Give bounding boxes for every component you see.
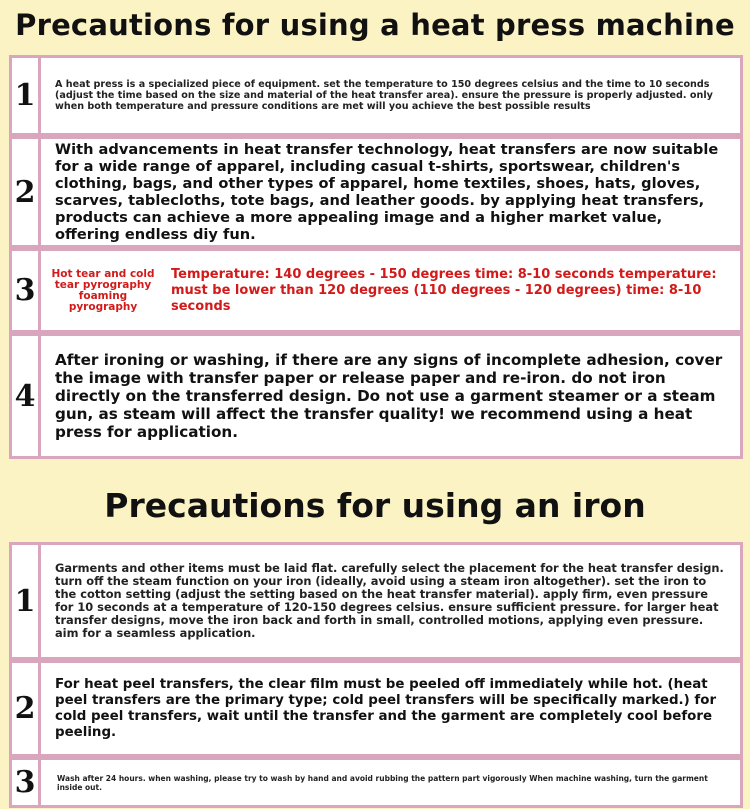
temperature-time-text: Temperature: 140 degrees - 150 degrees time: 8-10 seconds temperature: must be lower than 120 degrees (110 degrees - 120 degrees) time: 8-10 seconds [171,266,717,314]
pyrography-label: pyrography [68,300,138,313]
iron-title: Precautions for using an iron [104,486,646,525]
row-number: 3 [12,251,41,330]
row-number: 2 [12,139,41,245]
iron-row-3 [9,757,743,808]
row-text: Wash after 24 hours. when washing, please try to wash by hand and avoid rubbing the pattern part vigorously When machine washing, turn the garment inside out. [57,773,708,792]
row-text: Garments and other items must be laid flat. carefully select the placement for the heat transfer design. turn off the steam function on your iron (ideally, avoid using a steam iron altogether). set the iron to the cotton setting (adjust the setting based on the heat transfer material). apply firm, even pressure for 10 seconds at a temperature of 120-150 degrees celsius. ensure sufficient pressure. for larger heat transfer designs, move the iron back and forth in small, controlled motions, applying even pressure. aim for a seamless application. [55,561,724,640]
foaming-label: foaming [78,289,128,302]
iron-row-2 [9,660,743,757]
heat-press-row-2 [9,136,743,248]
row-number: 2 [12,663,41,754]
row-number: 1 [12,58,41,133]
row-number: 3 [12,760,41,805]
row-text: With advancements in heat transfer technology, heat transfers are now suitable for a wide range of apparel, including casual t-shirts, sportswear, children's clothing, bags, and other types of apparel, home textiles, shoes, hats, gloves, scarves, tablecloths, tote bags, and leather goods. by applying heat transfers, products can achieve a more appealing image and a higher market value, offering endless diy fun. [55,141,719,243]
row-text: After ironing or washing, if there are any signs of incomplete adhesion, cover the image with transfer paper or release paper and re-iron. do not iron directly on the transferred design. Do not use a garment steamer or a steam gun, as steam will affect the transfer quality! we recommend using a heat press for application. [55,351,723,441]
iron-row-1 [9,542,743,660]
row-text: A heat press is a specialized piece of equipment. set the temperature to 150 degrees celsius and the time to 10 seconds (adjust the time based on the size and material of the heat transfer area). ensure the pressure is properly adjusted. only when both temperature and pressure conditions are met will you achieve the best possible results [55,79,713,112]
transfer-type-labels [47,269,159,313]
heat-press-row-1 [9,55,743,136]
heat-press-row-4 [9,333,743,459]
row-number: 4 [12,336,41,456]
hot-cold-tear-label: Hot tear and cold tear pyrography [51,267,155,291]
row-number: 1 [12,545,41,657]
heat-press-title: Precautions for using a heat press machine [15,8,735,42]
heat-press-row-3 [9,248,743,333]
row-text: For heat peel transfers, the clear film must be peeled off immediately while hot. (heat peel transfers are the primary type; cold peel transfers will be specifically marked.) for cold peel transfers, wait until the transfer and the garment are completely cool before peeling. [55,676,717,740]
